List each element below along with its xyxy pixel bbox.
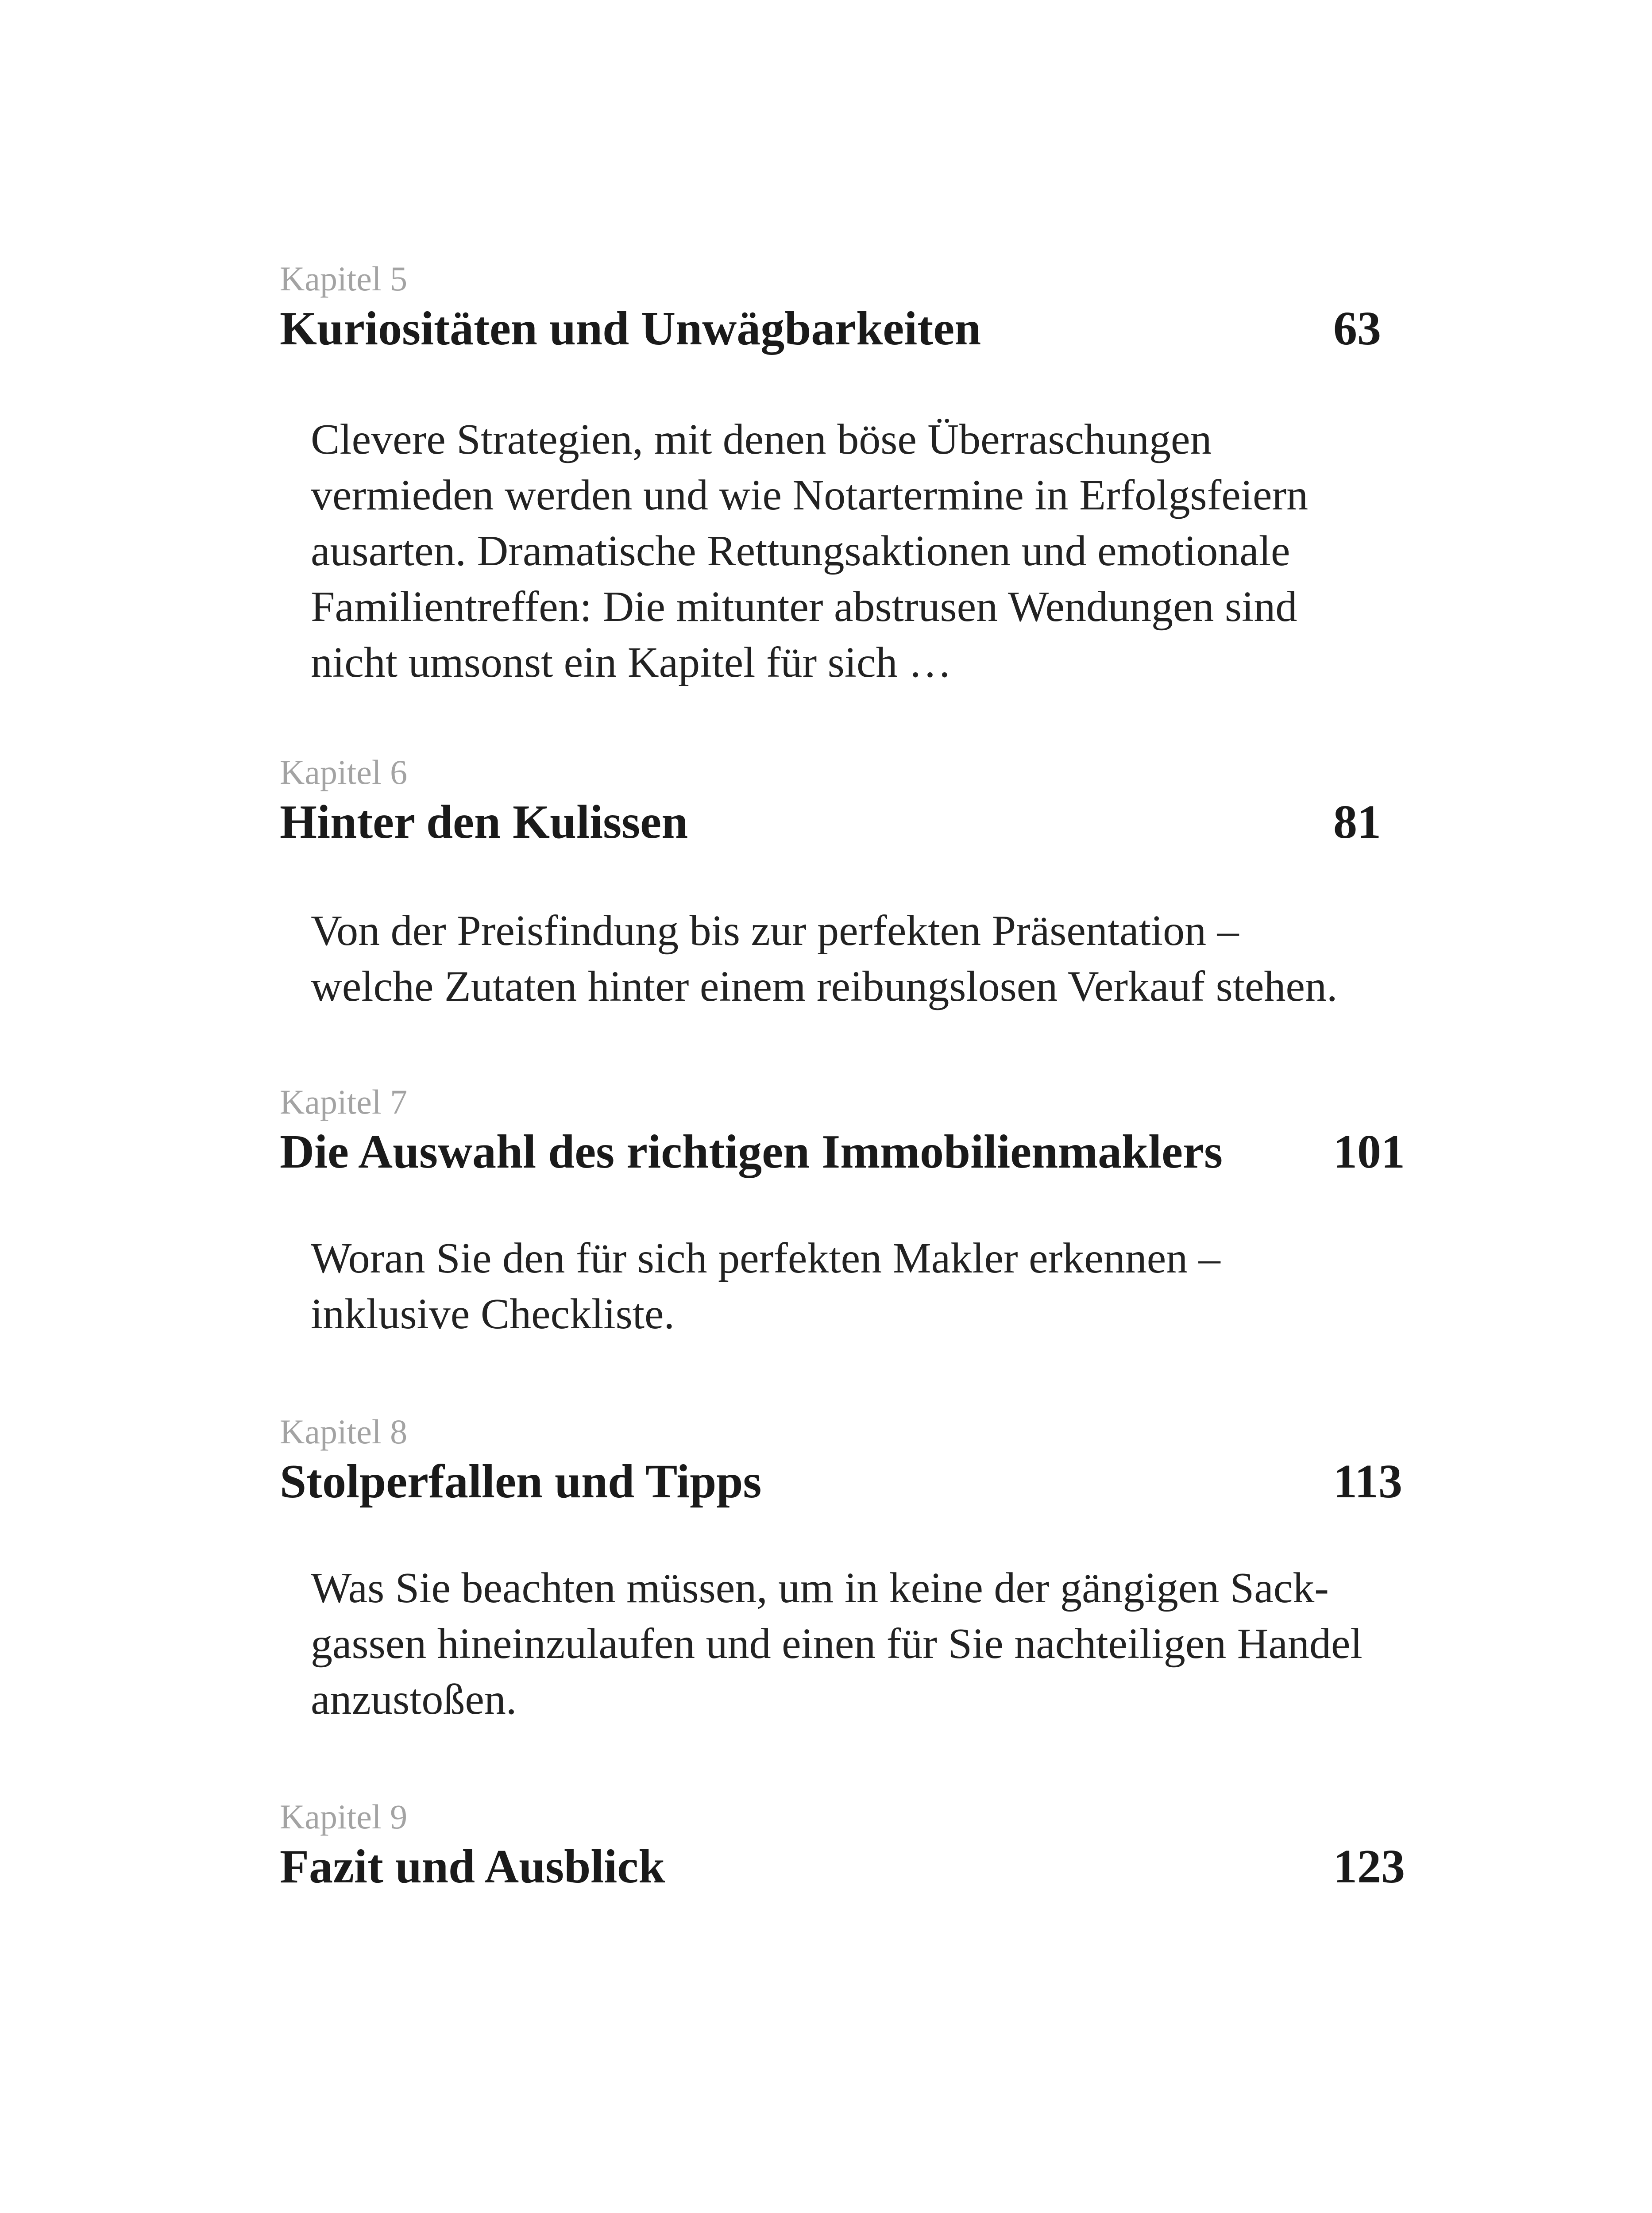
chapter-label: Kapitel 9 [280,1797,408,1836]
chapter-title[interactable]: Die Auswahl des richtigen Immobilienmaklers [280,1126,1223,1178]
chapter-page-number: 113 [1333,1455,1403,1508]
chapter-description [311,903,1337,1014]
description-line: nicht umsonst ein Kapitel für sich … [311,639,952,686]
description-line: gassen hineinzulaufen und einen für Sie nachteiligen Handel [311,1620,1363,1668]
chapter-description [311,1230,1220,1342]
chapter-label: Kapitel 5 [280,259,408,298]
description-line: inklusive Checkliste. [311,1290,675,1338]
description-line: Clevere Strategien, mit denen böse Überraschungen [311,416,1212,463]
chapter-page-number: 123 [1333,1840,1405,1893]
chapter-page-number: 81 [1333,796,1381,848]
description-line: Was Sie beachten müssen, um in keine der gängigen Sack- [311,1564,1329,1612]
chapter-title[interactable]: Hinter den Kulissen [280,796,688,848]
chapter-description [311,412,1308,690]
chapter-description [311,1560,1363,1727]
chapter-title[interactable]: Stolperfallen und Tipps [280,1455,762,1508]
chapter-page-number: 101 [1333,1126,1405,1178]
chapter-title[interactable]: Fazit und Ausblick [280,1840,665,1893]
chapter-page-number: 63 [1333,302,1381,355]
chapter-label: Kapitel 7 [280,1083,408,1121]
description-line: ausarten. Dramatische Rettungsaktionen und emotionale [311,527,1290,575]
description-line: anzustoßen. [311,1676,517,1723]
chapter-label: Kapitel 8 [280,1412,408,1451]
description-line: Familientreffen: Die mitunter abstrusen Wendungen sind [311,583,1297,631]
chapter-title[interactable]: Kuriositäten und Unwägbarkeiten [280,302,981,355]
description-line: welche Zutaten hinter einem reibungslosen Verkauf stehen. [311,963,1338,1010]
description-line: vermieden werden und wie Notartermine in Erfolgsfeiern [311,471,1308,519]
chapter-label: Kapitel 6 [280,753,408,791]
description-line: Von der Preisfindung bis zur perfekten Präsentation – [311,907,1239,955]
description-line: Woran Sie den für sich perfekten Makler erkennen – [311,1234,1220,1282]
